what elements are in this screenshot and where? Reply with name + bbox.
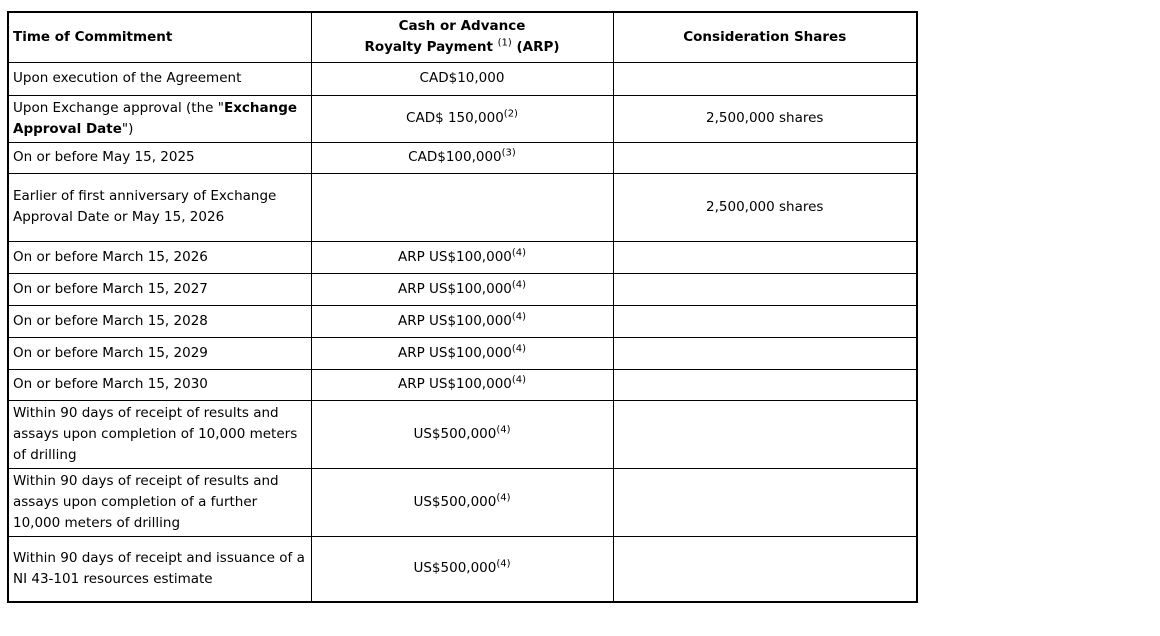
shares-amount: 2,500,000 shares (706, 198, 824, 215)
footnote-ref: (4) (496, 424, 511, 435)
payment-cell (311, 536, 613, 602)
shares-cell (613, 305, 917, 337)
commitment-cell (8, 400, 311, 468)
payment-amount: ARP US$100,000 (397, 376, 512, 392)
column-header-time-of-commitment: Time of Commitment (8, 12, 311, 62)
table-row (8, 241, 917, 273)
table-row (8, 369, 917, 400)
shares-amount: 2,500,000 shares (706, 110, 824, 126)
payment-cell (311, 337, 613, 369)
payment-amount: CAD$ 150,000 (406, 110, 504, 126)
commitment-cell (8, 241, 311, 273)
shares-cell (613, 95, 917, 142)
commitment-cell (8, 95, 311, 142)
payment-cell (311, 273, 613, 305)
shares-cell (613, 468, 917, 536)
payment-cell (311, 305, 613, 337)
payment-header-line2: Royalty Payment (364, 39, 498, 56)
footnote-ref: (2) (503, 108, 518, 120)
defined-term: Exchange Approval Date (13, 99, 298, 137)
payment-amount: CAD$10,000 (419, 70, 505, 86)
shares-cell (613, 273, 917, 305)
table-row (8, 468, 917, 536)
shares-cell (613, 62, 917, 95)
table-row (8, 173, 917, 241)
commitment-cell (8, 142, 311, 173)
payment-amount: ARP US$100,000 (397, 248, 512, 265)
payment-amount: ARP US$100,000 (397, 280, 512, 297)
commitment-cell (8, 468, 311, 536)
table-row (8, 536, 917, 602)
payment-amount: US$500,000 (413, 560, 497, 577)
footnote-ref: (4) (511, 343, 527, 354)
shares-cell (613, 142, 917, 173)
payment-cell (311, 173, 613, 241)
table-row (8, 337, 917, 369)
table-row (8, 62, 917, 95)
shares-cell (613, 241, 917, 273)
footnote-ref: (3) (501, 147, 516, 159)
commitment-cell (8, 273, 311, 305)
table-row (8, 273, 917, 305)
payment-amount: US$500,000 (413, 493, 497, 510)
payment-cell (311, 468, 613, 536)
footnote-ref: (4) (511, 311, 527, 322)
commitment-text: On or before March 15, 2028 (13, 312, 208, 329)
footnote-ref: (4) (496, 492, 511, 503)
header-row (8, 12, 917, 62)
column-header-payment (311, 12, 613, 62)
commitment-text: Within 90 days of receipt of results and assays upon completion of a further 10,000 meters of drilling (13, 472, 279, 531)
payment-cell (311, 241, 613, 273)
payment-cell (311, 142, 613, 173)
payment-amount: ARP US$100,000 (397, 344, 512, 361)
payment-amount: US$500,000 (413, 425, 497, 442)
footnote-ref: (4) (496, 558, 511, 570)
shares-cell (613, 369, 917, 400)
payment-cell (311, 95, 613, 142)
table-row (8, 305, 917, 337)
commitment-cell (8, 369, 311, 400)
commitment-text: On or before March 15, 2027 (13, 280, 208, 297)
commitment-text: Within 90 days of receipt of results and assays upon completion of 10,000 meters of drilling (13, 404, 298, 463)
commitment-cell (8, 337, 311, 369)
commitment-text: Upon Exchange approval (the " (13, 99, 224, 116)
commitment-text: ") (121, 120, 134, 137)
commitment-text: Upon execution of the Agreement (13, 70, 242, 86)
commitment-cell (8, 305, 311, 337)
payment-amount: CAD$100,000 (408, 149, 502, 165)
commitment-text: On or before March 15, 2026 (13, 248, 208, 265)
payment-cell (311, 62, 613, 95)
commitment-text: On or before March 15, 2029 (13, 344, 208, 361)
footnote-ref-1: (1) (497, 37, 512, 49)
commitment-table (7, 11, 918, 603)
commitment-cell (8, 173, 311, 241)
shares-cell (613, 173, 917, 241)
footnote-ref: (4) (511, 279, 527, 290)
table-row (8, 142, 917, 173)
table-body (8, 62, 917, 602)
commitment-cell (8, 536, 311, 602)
commitment-text: Within 90 days of receipt and issuance of a NI 43-101 resources estimate (13, 549, 305, 587)
shares-cell (613, 400, 917, 468)
table-row (8, 400, 917, 468)
payment-header-line1: Cash or Advance (398, 18, 526, 35)
commitment-text: On or before March 15, 2030 (13, 376, 208, 392)
column-header-consideration-shares: Consideration Shares (613, 12, 917, 62)
payment-cell (311, 400, 613, 468)
footnote-ref: (4) (511, 374, 527, 386)
commitment-text: Earlier of first anniversary of Exchange Approval Date or May 15, 2026 (13, 188, 277, 225)
payment-header-arp: (ARP) (511, 39, 560, 56)
payment-cell (311, 369, 613, 400)
footnote-ref: (4) (511, 247, 527, 258)
commitment-cell (8, 62, 311, 95)
table-row (8, 95, 917, 142)
shares-cell (613, 536, 917, 602)
commitment-text: On or before May 15, 2025 (13, 149, 195, 165)
shares-cell (613, 337, 917, 369)
payment-amount: ARP US$100,000 (397, 312, 512, 329)
